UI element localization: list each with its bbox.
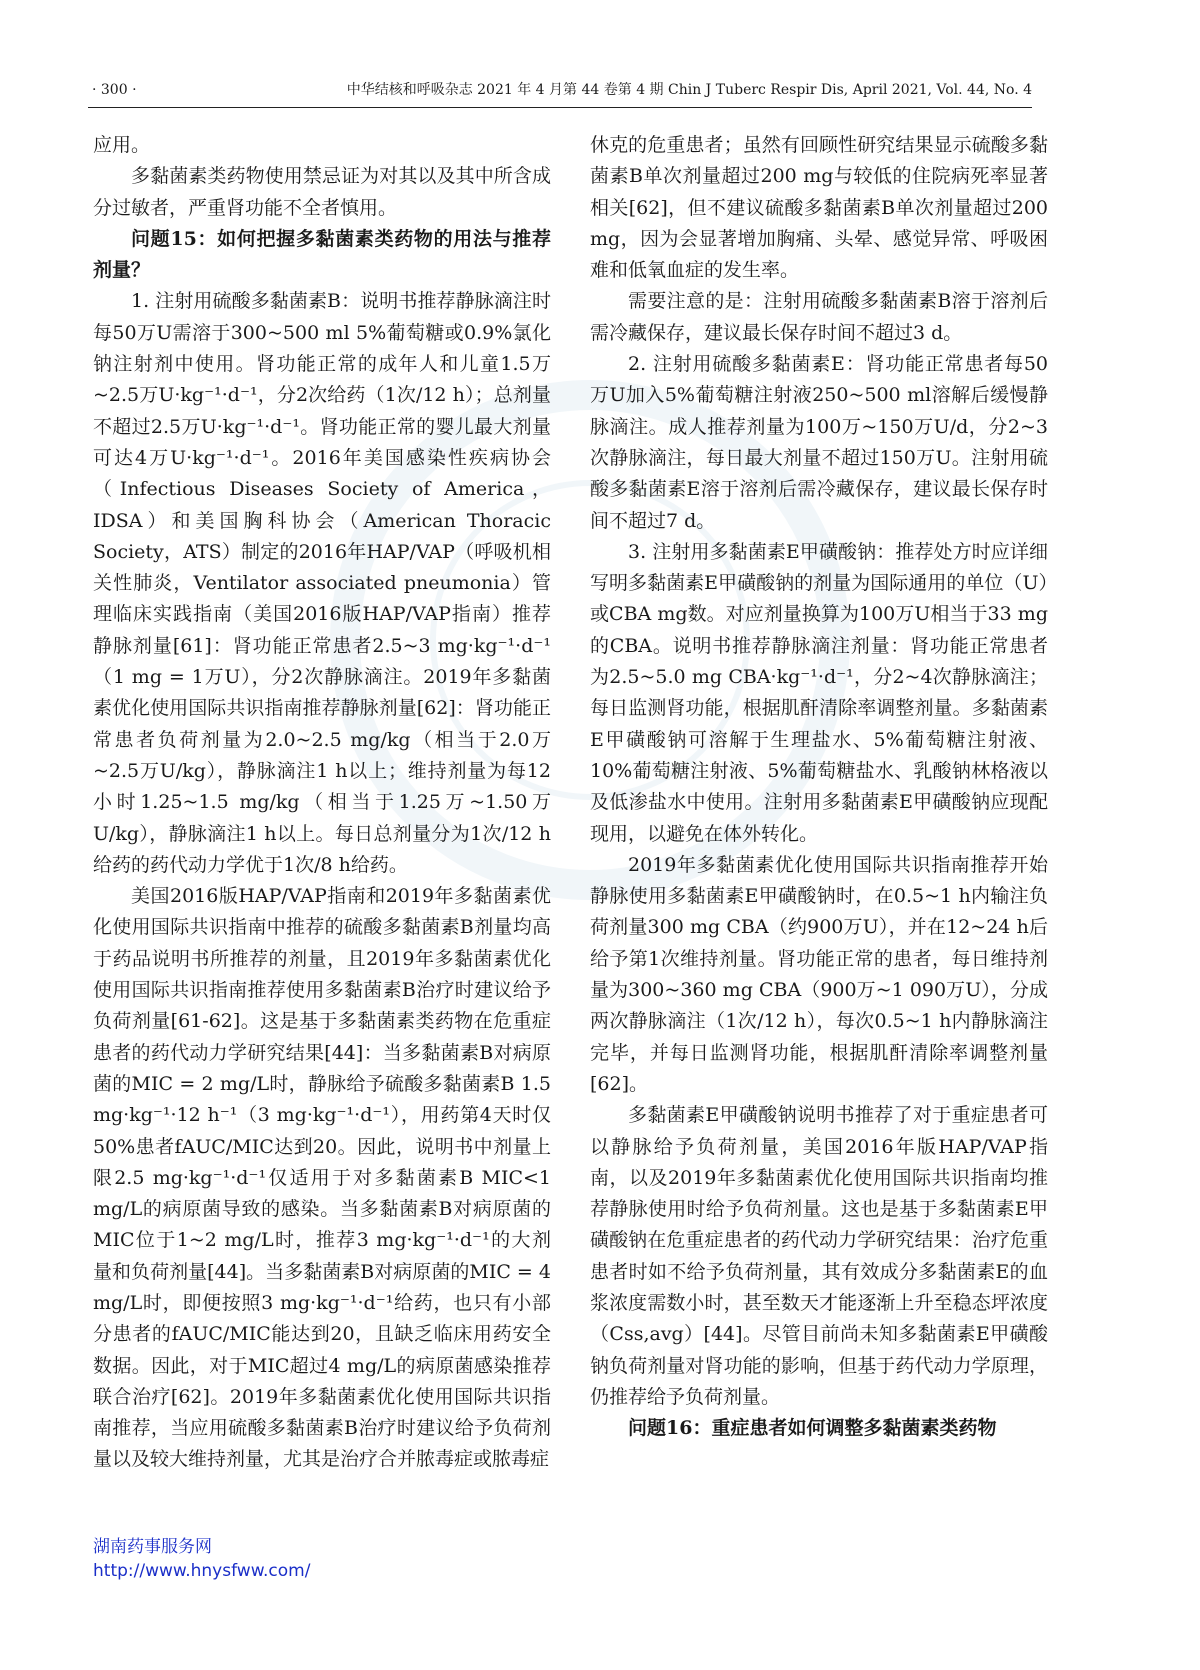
paragraph: 多黏菌素类药物使用禁忌证为对其以及其中所含成分过敏者，严重肾功能不全者慎用。 xyxy=(93,165,551,219)
paragraph: 2019年多黏菌素优化使用国际共识指南推荐开始静脉使用多黏菌素E甲磺酸钠时，在0.5~1 h内输注负荷剂量300 mg CBA（约900万U），并在12~24 h后给予第1次维持剂量。肾功能正常的患者，每日维持剂量为300~360 mg CBA（900万~1 090万U），分成两次静脉滴注（1次/12 h），每次0.5~1 h内静脉滴注完毕，并每日监测肾功能，根据肌酐清除率调整剂量[62]。 xyxy=(590,853,1048,1095)
page-header xyxy=(88,78,1032,110)
paragraph: 美国2016版HAP/VAP指南和2019年多黏菌素优化使用国际共识指南中推荐的硫酸多黏菌素B剂量均高于药品说明书所推荐的剂量，且2019年多黏菌素优化使用国际共识指南推荐使用多黏菌素B治疗时建议给予负荷剂量[61-62]。这是基于多黏菌素类药物在危重症患者的药代动力学研究结果[44]：当多黏菌素B对病原菌的MIC = 2 mg/L时，静脉给予硫酸多黏菌素B 1.5 mg·kg⁻¹·12 h⁻¹（3 mg·kg⁻¹·d⁻¹），用药第4天时仅50%患者fAUC/MIC达到20。因此，说明书中剂量上限2.5 mg·kg⁻¹·d⁻¹仅适用于对多黏菌素B MIC<1 mg/L的病原菌导致的感染。当多黏菌素B对病原菌的MIC位于1~2 mg/L时，推荐3 mg·kg⁻¹·d⁻¹的大剂量和负荷剂量[44]。当多黏菌素B对病原菌的MIC = 4 mg/L时，即便按照3 mg·kg⁻¹·d⁻¹给药，也只有小部分患者的fAUC/MIC能达到20，且缺乏临床用药安全数据。因此，对于MIC超过4 mg/L的病原菌感染推荐联合治疗[62]。2019年多黏菌素优化使用国际共识指南推荐，当应用硫酸多黏菌素B治疗时建议给予负荷剂量以及较大维持剂量，尤其是治疗合并脓毒症或脓毒症 xyxy=(93,885,551,1471)
paragraph: 1. 注射用硫酸多黏菌素B：说明书推荐静脉滴注时每50万U需溶于300~500 ml 5%葡萄糖或0.9%氯化钠注射剂中使用。肾功能正常的成年人和儿童1.5万~2.5万U·kg⁻¹·d⁻¹，分2次给药（1次/12 h）；总剂量不超过2.5万U·kg⁻¹·d⁻¹。肾功能正常的婴儿最大剂量可达4万U·kg⁻¹·d⁻¹。2016年美国感染性疾病协会（Infectious Diseases Society of America，IDSA）和美国胸科协会（American Thoracic Society，ATS）制定的2016年HAP/VAP（呼吸机相关性肺炎，Ventilator associated pneumonia）管理临床实践指南（美国2016版HAP/VAP指南）推荐静脉剂量[61]：肾功能正常患者2.5~3 mg·kg⁻¹·d⁻¹（1 mg = 1万U），分2次静脉滴注。2019年多黏菌素优化使用国际共识指南推荐静脉剂量[62]：肾功能正常患者负荷剂量为2.0~2.5 mg/kg（相当于2.0万~2.5万U/kg），静脉滴注1 h以上；维持剂量为每12小时1.25~1.5 mg/kg（相当于1.25万~1.50万U/kg），静脉滴注1 h以上。每日总剂量分为1次/12 h给药的药代动力学优于1次/8 h给药。 xyxy=(93,290,551,876)
paragraph: 多黏菌素E甲磺酸钠说明书推荐了对于重症患者可以静脉给予负荷剂量，美国2016年版HAP/VAP指南，以及2019年多黏菌素优化使用国际共识指南均推荐静脉使用时给予负荷剂量。这也是基于多黏菌素E甲磺酸钠在危重症患者的药代动力学研究结果：治疗危重患者时如不给予负荷剂量，其有效成分多黏菌素E的血浆浓度需数小时，甚至数天才能逐渐上升至稳态坪浓度（Css,avg）[44]。尽管目前尚未知多黏菌素E甲磺酸钠负荷剂量对肾功能的影响，但基于药代动力学原理，仍推荐给予负荷剂量。 xyxy=(590,1104,1048,1408)
right-column xyxy=(590,130,1048,1444)
journal-citation: 中华结核和呼吸杂志 2021 年 4 月第 44 卷第 4 期 Chin J Tuberc Respir Dis, April 2021, Vol. 44, No. 4 xyxy=(346,82,1032,98)
paragraph: 3. 注射用多黏菌素E甲磺酸钠：推荐处方时应详细写明多黏菌素E甲磺酸钠的剂量为国际通用的单位（U）或CBA mg数。对应剂量换算为100万U相当于33 mg的CBA。说明书推荐静脉滴注剂量：肾功能正常患者为2.5~5.0 mg CBA·kg⁻¹·d⁻¹，分2~4次静脉滴注；每日监测肾功能，根据肌酐清除率调整剂量。多黏菌素E甲磺酸钠可溶解于生理盐水、5%葡萄糖注射液、10%葡萄糖注射液、5%葡萄糖盐水、乳酸钠林格液以及低渗盐水中使用。注射用多黏菌素E甲磺酸钠应现配现用，以避免在体外转化。 xyxy=(590,540,1048,845)
paragraph: 应用。 xyxy=(93,134,151,156)
page-number: · 300 · xyxy=(92,82,137,98)
question-heading: 问题16：重症患者如何调整多黏菌素类药物 xyxy=(628,1417,997,1440)
question-heading: 问题15：如何把握多黏菌素类药物的用法与推荐剂量？ xyxy=(93,227,551,282)
footer-site-name: 湖南药事服务网 xyxy=(93,1537,212,1557)
left-column xyxy=(93,130,551,1476)
paragraph: 2. 注射用硫酸多黏菌素E：肾功能正常患者每50万U加入5%葡萄糖注射液250~500 ml溶解后缓慢静脉滴注。成人推荐剂量为100万~150万U/d，分2~3次静脉滴注，每日最大剂量不超过150万U。注射用硫酸多黏菌素E溶于溶剂后需冷藏保存，建议最长保存时间不超过7 d。 xyxy=(590,353,1048,532)
header-rule xyxy=(88,107,1032,108)
paragraph: 休克的危重患者；虽然有回顾性研究结果显示硫酸多黏菌素B单次剂量超过200 mg与较低的住院病死率显著相关[62]，但不建议硫酸多黏菌素B单次剂量超过200 mg，因为会显著增加胸痛、头晕、感觉异常、呼吸困难和低氧血症的发生率。 xyxy=(590,134,1048,282)
page-footer xyxy=(93,1535,493,1583)
paragraph: 需要注意的是：注射用硫酸多黏菌素B溶于溶剂后需冷藏保存，建议最长保存时间不超过3 d。 xyxy=(590,290,1048,344)
footer-url-link[interactable]: http://www.hnysfww.com/ xyxy=(93,1561,311,1581)
